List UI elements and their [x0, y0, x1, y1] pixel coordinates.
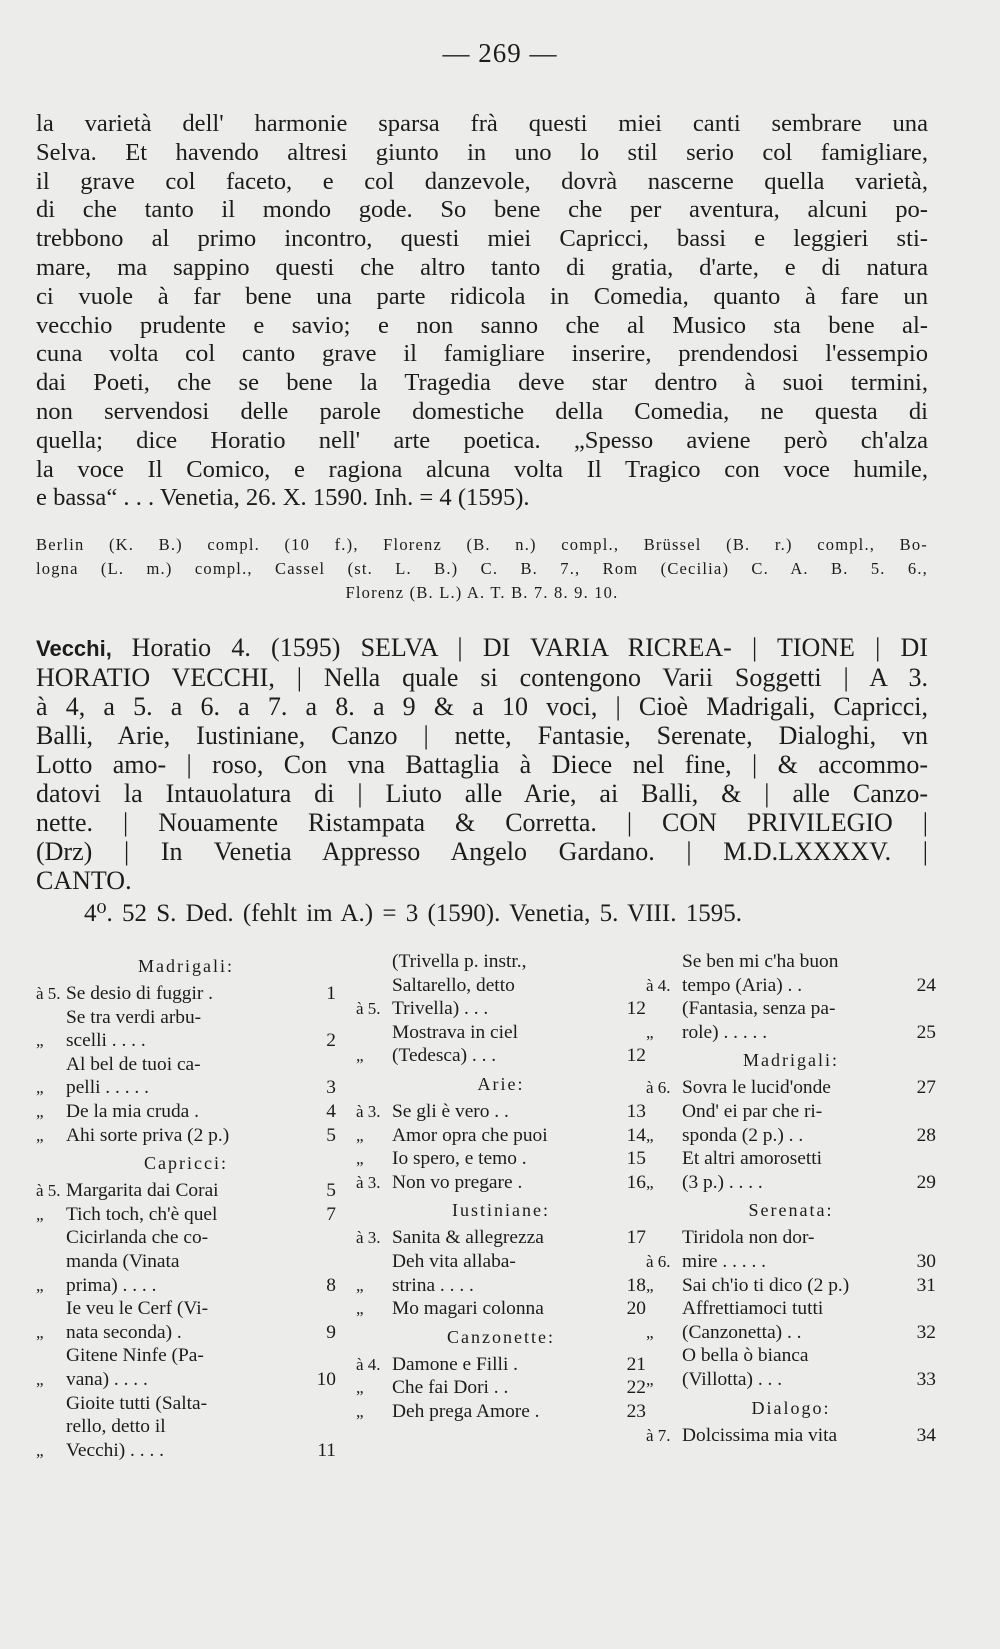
toc-entry [36, 1392, 336, 1463]
page-number: — 269 — [442, 38, 558, 68]
toc-title [682, 1226, 906, 1273]
entry-line: Balli, Arie, Iustiniane, Canzo | nette, Fantasie, Serenate, Dialoghi, vn [36, 721, 928, 750]
entry-line: à 4, a 5. a 6. a 7. a 8. a 9 & a 10 voci, | Cioè Madrigali, Capricci, [36, 692, 928, 721]
intro-line: mare, ma sappino questi che altro tanto di gratia, d'arte, e di natura [36, 253, 928, 281]
toc-title-line: strina . . . . [392, 1274, 474, 1296]
toc-entry [646, 950, 936, 997]
toc-voices: à 3. [356, 1172, 381, 1192]
toc-voices: à 3. [356, 1101, 381, 1121]
toc-title-line: (Tedesca) . . . [392, 1045, 497, 1067]
toc-voices: „ [646, 1172, 654, 1192]
toc-title-line: Damone e Filli . [392, 1353, 519, 1375]
entry-line: Vecchi, Horatio 4. (1595) SELVA | DI VARIA RICREA- | TIONE | DI [36, 633, 928, 662]
toc-number: 33 [916, 1368, 936, 1390]
toc-title-line: Se ben mi c'ha buon [682, 951, 839, 972]
toc-voices: „ [36, 1031, 44, 1051]
toc-section-heading: Dialogo: [751, 1397, 831, 1418]
toc-voices: à 3. [356, 1228, 381, 1248]
toc-entry [356, 1250, 646, 1297]
toc-title-line: Deh prega Amore . [392, 1400, 540, 1422]
toc-entry [36, 1226, 336, 1297]
toc-title-line: Ond' ei par che ri- [682, 1100, 823, 1122]
toc-entry [356, 1226, 646, 1250]
toc-title-line: Sanita & allegrezza [392, 1227, 544, 1249]
toc-title-line: Che fai Dori . . [392, 1377, 509, 1399]
toc-title [66, 1392, 306, 1463]
toc-title [682, 997, 906, 1044]
toc-number: 29 [916, 1171, 936, 1193]
toc-voices: „ [646, 1125, 654, 1145]
toc-entry [36, 1006, 336, 1053]
toc-title [66, 1203, 306, 1227]
toc-entry [36, 1053, 336, 1100]
toc-entry [36, 1203, 336, 1227]
toc-title-line: Al bel de tuoi ca- [66, 1053, 201, 1075]
toc-number: 25 [916, 1021, 936, 1043]
toc-entry [36, 982, 336, 1006]
toc-number: 30 [916, 1250, 936, 1272]
intro-line: di che tanto il mondo gode. So bene che per aventura, alcuni po- [36, 196, 928, 224]
toc-voices: „ [646, 1322, 654, 1342]
toc-number: 24 [916, 974, 936, 996]
toc-number: 11 [317, 1439, 336, 1461]
toc-title [66, 1100, 306, 1124]
toc-voices: „ [646, 1275, 654, 1295]
toc-number: 34 [916, 1424, 936, 1446]
toc-title-line: Tiridola non dor- [682, 1227, 815, 1249]
toc-number: 17 [626, 1227, 646, 1249]
toc-entry [356, 1147, 646, 1171]
toc-title-line: Gitene Ninfe (Pa- [66, 1345, 204, 1367]
catalog-entry [36, 633, 928, 895]
toc-title-line: nata seconda) . [66, 1321, 182, 1343]
toc-title-line: Mo magari colonna [392, 1298, 544, 1320]
toc-title-line: Gioite tutti (Salta- [66, 1392, 208, 1414]
collation-line: 4⁰. 52 S. Ded. (fehlt im A.) = 3 (1590). Venetia, 5. VIII. 1595. [84, 900, 742, 927]
toc-section-heading: Serenata: [748, 1200, 834, 1221]
toc-entry [356, 1021, 646, 1068]
toc-title-line: Margarita dai Corai [66, 1180, 219, 1202]
toc-section-heading: Arie: [477, 1073, 525, 1094]
toc-title [392, 1171, 616, 1195]
toc-title-line: Sovra le lucid'onde [682, 1077, 831, 1099]
toc-title-line: Affrettiamoci tutti [682, 1298, 824, 1320]
toc-voices: „ [36, 1369, 44, 1389]
toc-title [66, 982, 306, 1006]
toc-voices: „ [36, 1078, 44, 1098]
toc-number: 20 [626, 1298, 646, 1320]
toc-voices: „ [36, 1101, 44, 1121]
toc-column-2 [356, 950, 646, 1424]
toc-title [392, 1021, 616, 1068]
toc-title-line: prima) . . . . [66, 1274, 157, 1296]
toc-title [392, 1297, 616, 1321]
toc-title [392, 1400, 616, 1424]
toc-title [392, 1147, 616, 1171]
toc-title [66, 1053, 306, 1100]
intro-line: trebbono al primo incontro, questi miei Capricci, bassi e leggieri sti- [36, 225, 928, 253]
toc-section-heading: Madrigali: [743, 1050, 839, 1071]
toc-number: 3 [326, 1077, 336, 1099]
toc-title-line: mire . . . . . [682, 1250, 767, 1272]
toc-number: 10 [316, 1368, 336, 1390]
toc-entry [356, 1297, 646, 1321]
intro-line: cuna volta col canto grave il famigliare inserire, prendendosi l'essempio [36, 340, 928, 368]
intro-line: la varietà dell' harmonie sparsa frà questi miei canti sembrare una [36, 110, 928, 137]
toc-title [682, 1424, 906, 1448]
toc-title-line: Ie veu le Cerf (Vi- [66, 1298, 209, 1320]
toc-column-1 [36, 950, 336, 1462]
toc-entry [646, 1344, 936, 1391]
toc-title [682, 1344, 906, 1391]
toc-title-line: De la mia cruda . [66, 1100, 199, 1122]
toc-voices: „ [646, 1022, 654, 1042]
toc-number: 2 [326, 1030, 336, 1052]
toc-title-line: (Trivella p. instr., [392, 951, 527, 972]
toc-title-line: manda (Vinata [66, 1250, 180, 1272]
toc-title-line: O bella ò bianca [682, 1345, 809, 1367]
entry-line: nette. | Nouamente Ristampata & Corretta. | CON PRIVILEGIO | [36, 808, 928, 837]
toc-voices: „ [356, 1401, 364, 1421]
toc-number: 28 [916, 1124, 936, 1146]
toc-voices: à 6. [646, 1251, 671, 1271]
toc-voices: à 5. [36, 984, 61, 1003]
toc-number: 15 [626, 1148, 646, 1170]
toc-voices: „ [356, 1275, 364, 1295]
toc-entry [646, 1226, 936, 1273]
toc-entry [356, 1100, 646, 1124]
toc-entry [646, 1424, 936, 1448]
toc-voices: „ [646, 1369, 654, 1389]
toc-entry [646, 997, 936, 1044]
toc-title-line: Se tra verdi arbu- [66, 1006, 202, 1028]
toc-title-line: Vecchi) . . . . [66, 1439, 164, 1461]
toc-title [682, 1100, 906, 1147]
toc-voices: à 6. [646, 1078, 671, 1098]
toc-number: 8 [326, 1274, 336, 1296]
toc-title-line: Dolcissima mia vita [682, 1424, 838, 1446]
toc-title-line: sponda (2 p.) . . [682, 1124, 804, 1146]
toc-title-line: pelli . . . . . [66, 1077, 149, 1099]
intro-paragraph [36, 110, 928, 513]
toc-entry [646, 1076, 936, 1100]
toc-voices: à 5. [356, 999, 381, 1019]
toc-title [682, 950, 906, 997]
toc-voices: à 5. [36, 1181, 61, 1201]
entry-line: Lotto amo- | roso, Con vna Battaglia à Diece nel fine, | & accommo- [36, 750, 928, 779]
toc-voices: à 4. [356, 1354, 381, 1374]
toc-voices: „ [356, 1299, 364, 1319]
toc-voices: „ [36, 1125, 44, 1145]
toc-number: 1 [326, 983, 336, 1004]
toc-number: 13 [626, 1100, 646, 1122]
toc-entry [36, 1179, 336, 1203]
toc-title-line: Ahi sorte priva (2 p.) [66, 1124, 230, 1146]
toc-entry [646, 1274, 936, 1298]
toc-title-line: Trivella) . . . [392, 998, 489, 1020]
entry-line: CANTO. [36, 866, 132, 895]
toc-number: 31 [916, 1274, 936, 1296]
holdings-line: Berlin (K. B.) compl. (10 f.), Florenz (B. n.) compl., Brüssel (B. r.) compl., Bo- [36, 535, 928, 554]
toc-title-line: rello, detto il [66, 1416, 166, 1438]
toc-number: 12 [626, 1045, 646, 1067]
toc-section-heading: Canzonette: [447, 1326, 555, 1347]
toc-title [392, 1353, 616, 1377]
intro-line: vecchio prudente e savio; e non sanno che al Musico sta bene al- [36, 311, 928, 339]
toc-title [66, 1006, 306, 1053]
toc-entry [36, 1344, 336, 1391]
toc-title-line: vana) . . . . [66, 1368, 148, 1390]
toc-voices: à 4. [646, 975, 671, 995]
toc-entry [356, 1353, 646, 1377]
intro-line: non servendosi delle parole domestiche della Comedia, ne questa di [36, 397, 928, 425]
toc-title-line: Et altri amorosetti [682, 1148, 823, 1170]
intro-line: Selva. Et havendo altresi giunto in uno lo stil serio col famigliare, [36, 138, 928, 166]
toc-entry [356, 1124, 646, 1148]
toc-title-line: scelli . . . . [66, 1030, 146, 1052]
toc-title-line: Se gli è vero . . [392, 1100, 509, 1122]
toc-title [392, 1376, 616, 1400]
intro-line: la voce Il Comico, e ragiona alcuna volta Il Tragico con voce humile, [36, 455, 928, 483]
toc-entry [36, 1124, 336, 1148]
toc-voices: „ [356, 1149, 364, 1169]
toc-voices: „ [36, 1440, 44, 1460]
toc-number: 12 [626, 998, 646, 1020]
toc-title-line: Non vo pregare . [392, 1171, 523, 1193]
intro-line: e bassa“ . . . Venetia, 26. X. 1590. Inh. = 4 (1595). [36, 484, 530, 512]
holdings-line: Florenz (B. L.) A. T. B. 7. 8. 9. 10. [345, 583, 619, 602]
toc-number: 7 [326, 1203, 336, 1225]
toc-title-line: Amor opra che puoi [392, 1124, 548, 1146]
toc-number: 32 [916, 1321, 936, 1343]
toc-title-line: Se desio di fuggir . [66, 983, 214, 1004]
toc-section-heading: Iustiniane: [452, 1200, 550, 1221]
entry-author: Vecchi, [36, 636, 132, 661]
toc-number: 27 [916, 1077, 936, 1099]
toc-section-heading: Capricci: [144, 1153, 228, 1174]
toc-entry [356, 1171, 646, 1195]
entry-line: HORATIO VECCHI, | Nella quale si contengono Varii Soggetti | A 3. [36, 663, 928, 692]
toc-title [66, 1226, 306, 1297]
toc-section-heading: Madrigali: [138, 956, 234, 976]
toc-voices: „ [356, 1046, 364, 1066]
toc-voices: „ [36, 1275, 44, 1295]
toc-title [392, 1250, 616, 1297]
toc-voices: „ [36, 1204, 44, 1224]
entry-line: (Drz) | In Venetia Appresso Angelo Gardano. | M.D.LXXXXV. | [36, 837, 928, 866]
entry-line: datovi la Intauolatura di | Liuto alle Arie, ai Balli, & | alle Canzo- [36, 779, 928, 808]
toc-title-line: Saltarello, detto [392, 974, 515, 996]
toc-title [66, 1344, 306, 1391]
toc-voices: „ [356, 1125, 364, 1145]
intro-line: quella; dice Horatio nell' arte poetica. „Spesso aviene però ch'alza [36, 426, 928, 454]
toc-number: 4 [326, 1100, 336, 1122]
toc-title-line: Deh vita allaba- [392, 1250, 516, 1272]
toc-title-line: Cicirlanda che co- [66, 1227, 209, 1249]
toc-number: 14 [626, 1124, 646, 1146]
toc-voices: „ [36, 1322, 44, 1342]
toc-voices: „ [356, 1378, 364, 1398]
toc-title [392, 1226, 616, 1250]
holdings-line: logna (L. m.) compl., Cassel (st. L. B.) C. B. 7., Rom (Cecilia) C. A. B. 5. 6., [36, 559, 928, 578]
toc-title [392, 1100, 616, 1124]
toc-entry [646, 1100, 936, 1147]
intro-line: il grave col faceto, e col danzevole, dovrà nascerne quella varietà, [36, 167, 928, 195]
toc-number: 5 [326, 1124, 336, 1146]
toc-title-line: (Villotta) . . . [682, 1368, 783, 1390]
toc-number: 23 [626, 1400, 646, 1422]
toc-number: 16 [626, 1171, 646, 1193]
toc-title-line: (Fantasia, senza pa- [682, 998, 836, 1020]
toc-title-line: Sai ch'io ti dico (2 p.) [682, 1274, 850, 1296]
toc-entry [356, 1376, 646, 1400]
toc-title [682, 1274, 906, 1298]
toc-entry [356, 950, 646, 1021]
intro-line: ci vuole à far bene una parte ridicola in Comedia, quanto à fare un [36, 282, 928, 310]
toc-number: 22 [626, 1377, 646, 1399]
toc-title-line: (3 p.) . . . . [682, 1171, 763, 1193]
toc-voices: à 7. [646, 1425, 671, 1445]
toc-entry [356, 1400, 646, 1424]
toc-title-line: Mostrava in ciel [392, 1021, 519, 1043]
toc-number: 21 [626, 1353, 646, 1375]
toc-entry [646, 1297, 936, 1344]
toc-title-line: role) . . . . . [682, 1021, 768, 1043]
toc-number: 18 [626, 1274, 646, 1296]
toc-title [682, 1297, 906, 1344]
toc-number: 5 [326, 1180, 336, 1202]
library-holdings [36, 533, 928, 605]
toc-title [682, 1076, 906, 1100]
toc-column-3 [646, 950, 936, 1447]
toc-entry [36, 1100, 336, 1124]
toc-title-line: Io spero, e temo . [392, 1148, 527, 1170]
toc-entry [646, 1147, 936, 1194]
toc-title-line: (Canzonetta) . . [682, 1321, 802, 1343]
toc-title [392, 950, 616, 1021]
intro-line: dai Poeti, che se bene la Tragedia deve star dentro à suoi termini, [36, 369, 928, 397]
toc-number: 9 [326, 1321, 336, 1343]
toc-title [682, 1147, 906, 1194]
toc-title-line: Tich toch, ch'è quel [66, 1203, 218, 1225]
toc-title-line: tempo (Aria) . . [682, 974, 803, 996]
toc-entry [36, 1297, 336, 1344]
toc-title [66, 1179, 306, 1203]
toc-title [66, 1297, 306, 1344]
toc-title [392, 1124, 616, 1148]
toc-title [66, 1124, 306, 1148]
